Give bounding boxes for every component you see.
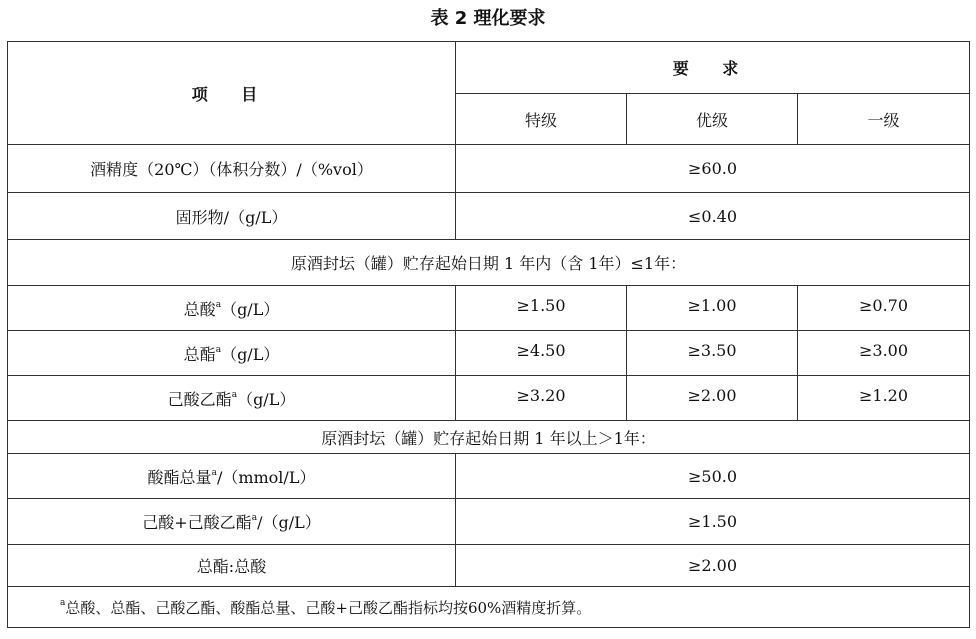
acid-ester-total-value: ≥50.0: [456, 454, 970, 499]
alcohol-label: 酒精度（20℃）（体积分数）/（%vol）: [8, 145, 456, 193]
section-row: [8, 421, 970, 454]
table-row: [8, 545, 970, 587]
table-row: [8, 376, 970, 421]
table-row: [8, 286, 970, 331]
total-acid-superior: ≥1.00: [627, 286, 798, 331]
solids-label: 固形物/（g/L）: [8, 193, 456, 240]
ester-acid-ratio-value: ≥2.00: [456, 545, 970, 587]
ester-acid-ratio-label: 总酯:总酸: [8, 545, 456, 587]
section-row: [8, 240, 970, 286]
caproic-plus-value: ≥1.50: [456, 499, 970, 545]
ethyl-caproate-special: ≥3.20: [456, 376, 627, 421]
acid-ester-total-label: 酸酯总量$^a$/（mmol/L）: [8, 454, 456, 499]
section-over-one-year: 原酒封坛（罐）贮存起始日期 1 年以上＞1年：: [8, 421, 970, 454]
table-row: [8, 499, 970, 545]
total-ester-first: ≥3.00: [798, 331, 970, 376]
ethyl-caproate-superior: ≥2.00: [627, 376, 798, 421]
solids-value: ≤0.40: [456, 193, 970, 240]
table-row: [8, 454, 970, 499]
physicochemical-requirements-table: [7, 41, 970, 628]
grade-superior: 优级: [627, 94, 798, 145]
grade-first: 一级: [798, 94, 970, 145]
table-row: [8, 145, 970, 193]
table-row: [8, 331, 970, 376]
total-acid-first: ≥0.70: [798, 286, 970, 331]
total-ester-label: 总酯$^a$（g/L）: [8, 331, 456, 376]
footnote-row: [8, 587, 970, 628]
header-requirement-label: 要 求: [672, 59, 753, 78]
table-row: [8, 193, 970, 240]
caproic-plus-label: 己酸+己酸乙酯$^a$/（g/L）: [8, 499, 456, 545]
footnote: $^a$总酸、总酯、己酸乙酯、酸酯总量、己酸+己酸乙酯指标均按60%酒精度折算。: [8, 587, 970, 628]
total-acid-label: 总酸$^a$（g/L）: [8, 286, 456, 331]
total-ester-special: ≥4.50: [456, 331, 627, 376]
total-ester-superior: ≥3.50: [627, 331, 798, 376]
grade-special: 特级: [456, 94, 627, 145]
alcohol-value: ≥60.0: [456, 145, 970, 193]
table-title: 表 2 理化要求: [430, 8, 546, 29]
header-item: [8, 42, 456, 145]
header-item-label: 项 目: [191, 84, 272, 104]
total-acid-special: ≥1.50: [456, 286, 627, 331]
ethyl-caproate-first: ≥1.20: [798, 376, 970, 421]
section-within-one-year: 原酒封坛（罐）贮存起始日期 1 年内（含 1年）≤1年：: [8, 240, 970, 286]
header-requirement: [456, 42, 970, 94]
header-row: [8, 42, 970, 94]
ethyl-caproate-label: 己酸乙酯$^a$（g/L）: [8, 376, 456, 421]
